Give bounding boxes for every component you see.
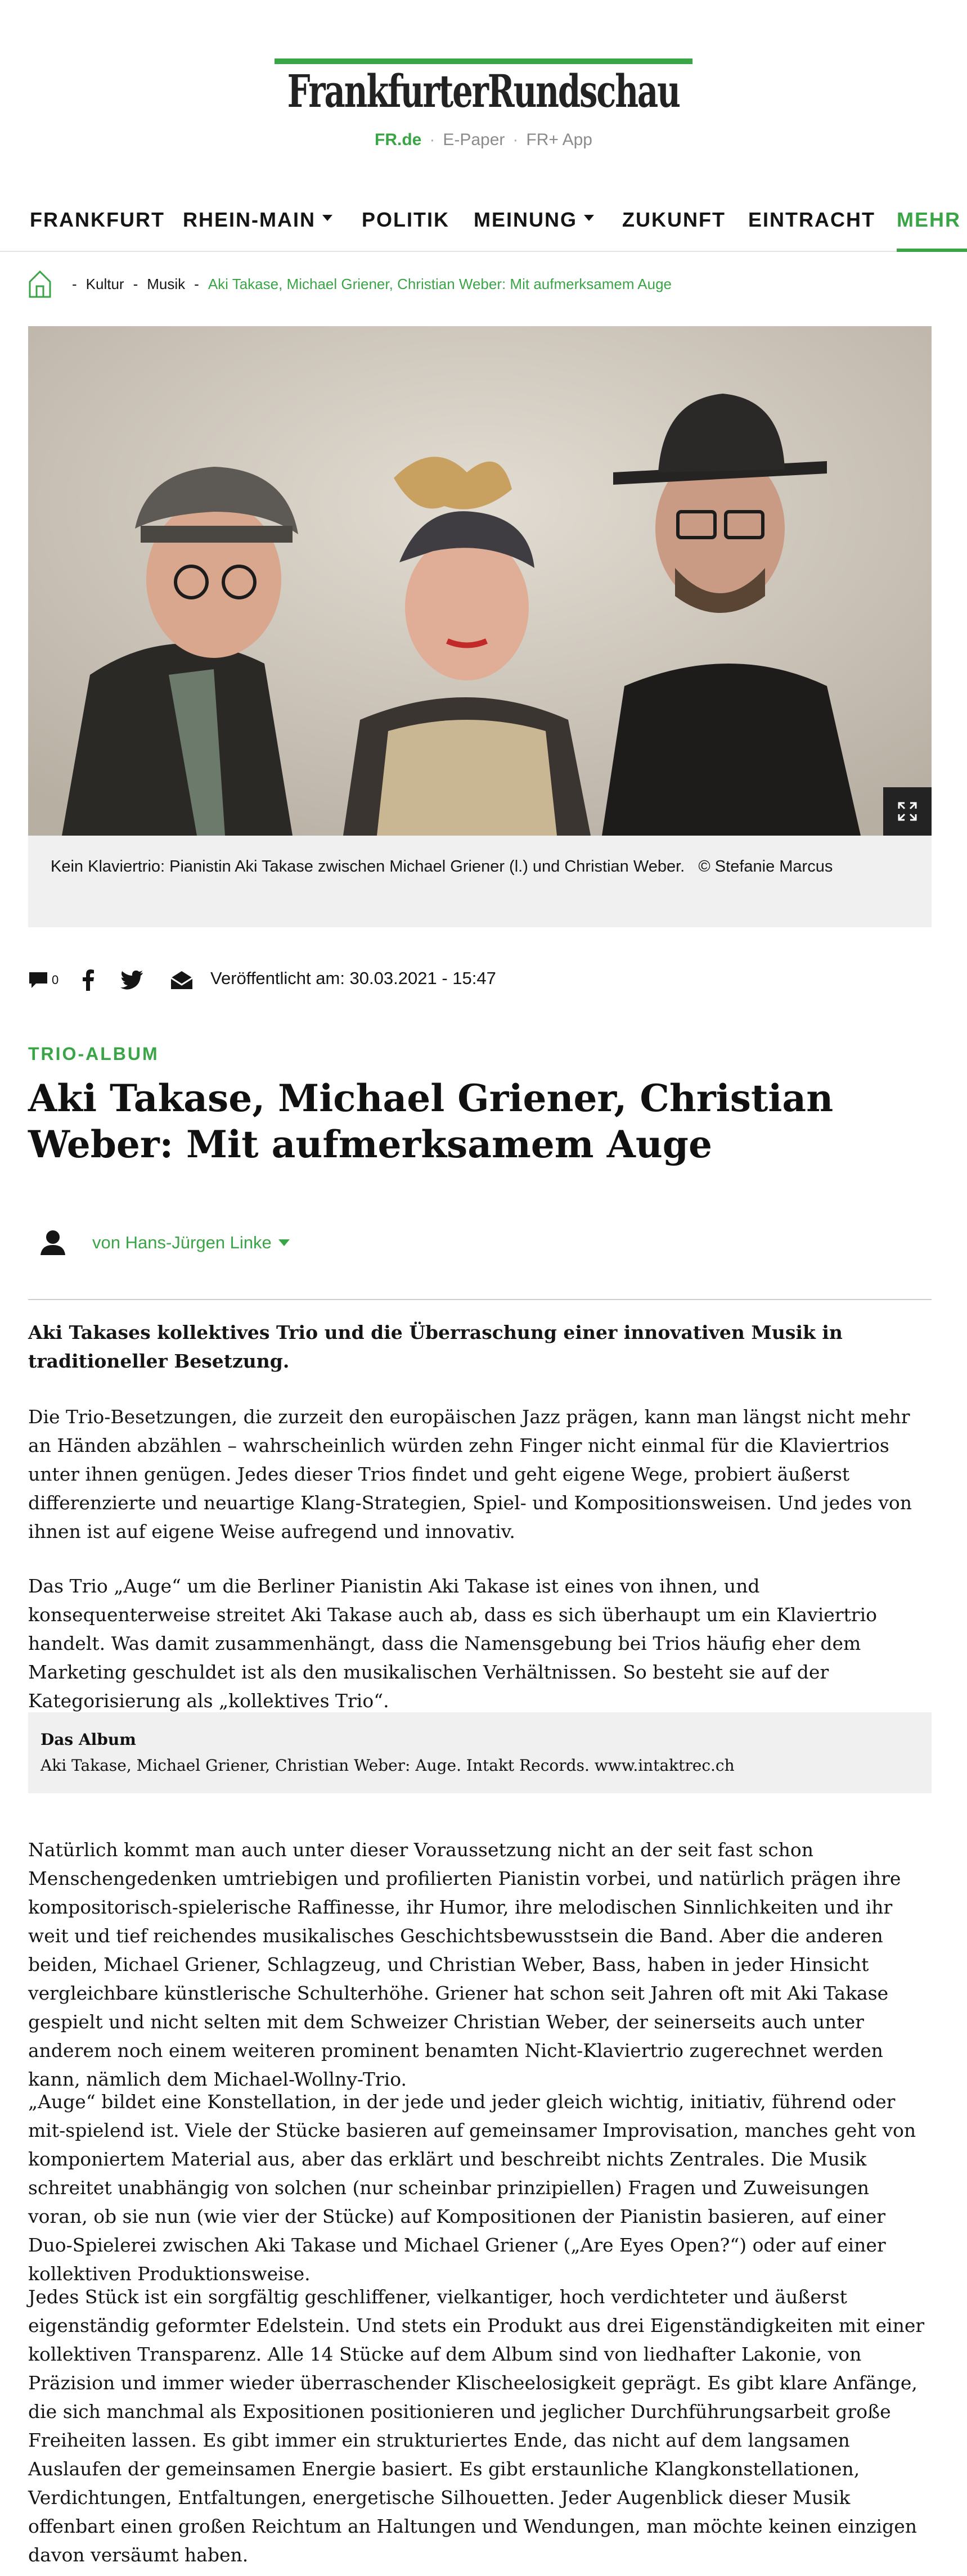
nav-item-frankfurt[interactable]: FRANKFURT	[30, 208, 165, 231]
breadcrumb-current: Aki Takase, Michael Griener, Christian Weber: Mit aufmerksamem Auge	[208, 275, 672, 292]
nav-item-rhein-main[interactable]: RHEIN-MAIN	[183, 208, 332, 232]
article-paragraph: Das Trio „Auge“ um die Berliner Pianistin Aki Takase ist eines von ihnen, und konsequenterweise streitet Aki Takase auch ab, dass es sich überhaupt um ein Klaviertrio handelt. Was damit zusammenhängt, dass die Namensgebung bei Trios häufig eher dem Marketing geschuldet ist als den musikalischen Verhältnissen. So besteht sie auf der Kategorisierung als „kollektives Trio“.	[28, 1575, 878, 1712]
author-byline[interactable]	[39, 1225, 290, 1261]
trio-photo	[28, 326, 932, 836]
nav-item-politik[interactable]: POLITIK	[362, 208, 449, 231]
expand-icon	[897, 801, 918, 822]
nav-active-indicator	[897, 249, 967, 252]
hero-image[interactable]	[28, 326, 932, 836]
nav-item-meinung[interactable]: MEINUNG	[474, 208, 594, 232]
comments-button[interactable]	[28, 971, 59, 989]
nav-item-mehr[interactable]: MEHR	[897, 208, 961, 231]
comment-icon	[28, 971, 48, 989]
breadcrumb-item-kultur[interactable]: Kultur	[86, 275, 124, 292]
header-divider	[28, 1299, 932, 1300]
breadcrumb: - Kultur - Musik - Aki Takase, Michael Griener, Christian Weber: Mit aufmerksamem Auge	[28, 267, 672, 301]
email-icon	[170, 970, 194, 990]
chevron-down-icon	[278, 1239, 290, 1246]
image-credit: © Stefanie Marcus	[698, 858, 833, 876]
article-paragraph: Natürlich kommt man auch unter dieser Voraussetzung nicht an der seit fast schon Menschengedenken umtriebigen und profilierten Pianistin vorbei, und natürlich prägen ihre kompositorisch-spielerische Raffinesse, ihr Humor, ihre melodischen Sinnlichkeiten und ihr weit und tief reichendes musikalisches Geschichtsbewusstsein die Band. Aber die anderen beiden, Michael Griener, Schlagzeug, und Christian Weber, Bass, haben in jeder Hinsicht vergleichbare künstlerische Schulterhöhe. Griener hat schon seit Jahren oft mit Aki Takase gespielt und nicht selten mit dem Schweizer Christian Weber, der seinerseits auch unter anderem noch einem weiteren prominent benamten Nicht-Klaviertrio zugerechnet werden kann, nämlich dem Michael-Wollny-Trio.	[28, 1839, 901, 2090]
masthead-rule	[275, 58, 692, 64]
comment-count: 0	[52, 973, 59, 987]
user-icon	[39, 1229, 66, 1256]
facebook-icon	[82, 969, 95, 991]
article-paragraph: Jedes Stück ist ein sorgfältig geschliffener, vielkantiger, hoch verdichteter und äußerst eigenständig geformter Edelstein. Und stets ein Produkt aus drei Eigenständigkeiten mit einer kollektiven Transparenz. Alle 14 Stücke auf dem Album sind von liedhafter Lakonie, von Präzision und immer wieder überraschender Klischeelosigkeit geprägt. Es gibt klare Anfänge, die sich manchmal als Expositionen positionieren und jeglicher Durchführungsarbeit große Freiheiten lassen. Es gibt immer ein strukturiertes Ende, das nicht auf dem langsamen Auslaufen der gemeinsamen Energie basiert. Es gibt erstaunliche Klangkonstellationen, Verdichtungen, Entfaltungen, energetische Silhouetten. Jeder Augenblick dieser Musik offenbart einen großen Reichtum an Haltungen und Wendungen, man möchte keinen einzigen davon versäumt haben.	[28, 2286, 925, 2566]
album-info-box	[28, 1712, 932, 1793]
publish-date: Veröffentlicht am: 30.03.2021 - 15:47	[210, 968, 496, 988]
article-paragraph: Die Trio-Besetzungen, die zurzeit den europäischen Jazz prägen, kann man längst nicht mehr an Händen abzählen – wahrscheinlich würden zehn Finger nicht einmal für die Klaviertrios unter ihnen genügen. Jedes dieser Trios findet und geht eigene Wege, probiert äußerst differenzierte und neuartige Klang-Strategien, Spiel- und Kompositionsweisen. Und jedes von ihnen ist auf eigene Weise aufregend und innovativ.	[28, 1406, 912, 1542]
breadcrumb-item-musik[interactable]: Musik	[147, 275, 186, 292]
home-icon[interactable]	[28, 269, 52, 299]
nav-divider	[0, 251, 967, 252]
author-name: von Hans-Jürgen Linke	[92, 1233, 272, 1252]
chevron-down-icon	[584, 215, 594, 221]
site-logo[interactable]: FrankfurterRundschau	[287, 65, 680, 118]
link-fr-plus-app[interactable]: FR+ App	[526, 130, 592, 149]
masthead-links: FR.de · E-Paper · FR+ App	[375, 130, 592, 149]
chevron-down-icon	[322, 215, 332, 221]
album-info-title: Das Album	[41, 1730, 136, 1749]
album-info-text: Aki Takase, Michael Griener, Christian Weber: Auge. Intakt Records. www.intaktrec.ch	[41, 1756, 735, 1775]
nav-item-zukunft[interactable]: ZUKUNFT	[622, 208, 726, 231]
article-headline: Aki Takase, Michael Griener, Christian Weber: Mit aufmerksamem Auge	[28, 1076, 834, 1166]
expand-image-button[interactable]	[883, 787, 932, 836]
article-kicker[interactable]: TRIO-ALBUM	[28, 1044, 159, 1064]
share-facebook-button[interactable]	[82, 969, 95, 991]
image-caption: Kein Klaviertrio: Pianistin Aki Takase zwischen Michael Griener (l.) und Christian Weber. © Stefanie Marcus	[28, 836, 932, 927]
article-paragraph: „Auge“ bildet eine Konstellation, in der jede und jeder gleich wichtig, initiativ, führend oder mit-spielend ist. Viele der Stücke basieren auf gemeinsamer Improvisation, manches geht von komponiertem Material aus, aber das erklärt und beschreibt nichts Zentrales. Die Musik schreitet unabhängig von solchen (nur scheinbar prinzipiellen) Fragen und Zuweisungen voran, ob sie nun (wie vier der Stücke) auf Kompositionen der Pianistin basieren, auf einer Duo-Spielerei zwischen Aki Takase und Michael Griener („Are Eyes Open?“) oder auf einer kollektiven Produktionsweise.	[28, 2091, 916, 2285]
share-twitter-button[interactable]	[120, 971, 143, 990]
article-lead: Aki Takases kollektives Trio und die Überraschung einer innovativen Musik in traditioneller Besetzung.	[28, 1321, 843, 1372]
link-fr-de[interactable]: FR.de	[375, 130, 422, 149]
main-navigation	[0, 205, 967, 252]
share-bar	[28, 960, 208, 1000]
share-email-button[interactable]	[170, 970, 194, 990]
twitter-icon	[120, 971, 143, 990]
link-e-paper[interactable]: E-Paper	[443, 130, 505, 149]
nav-item-eintracht[interactable]: EINTRACHT	[748, 208, 875, 231]
